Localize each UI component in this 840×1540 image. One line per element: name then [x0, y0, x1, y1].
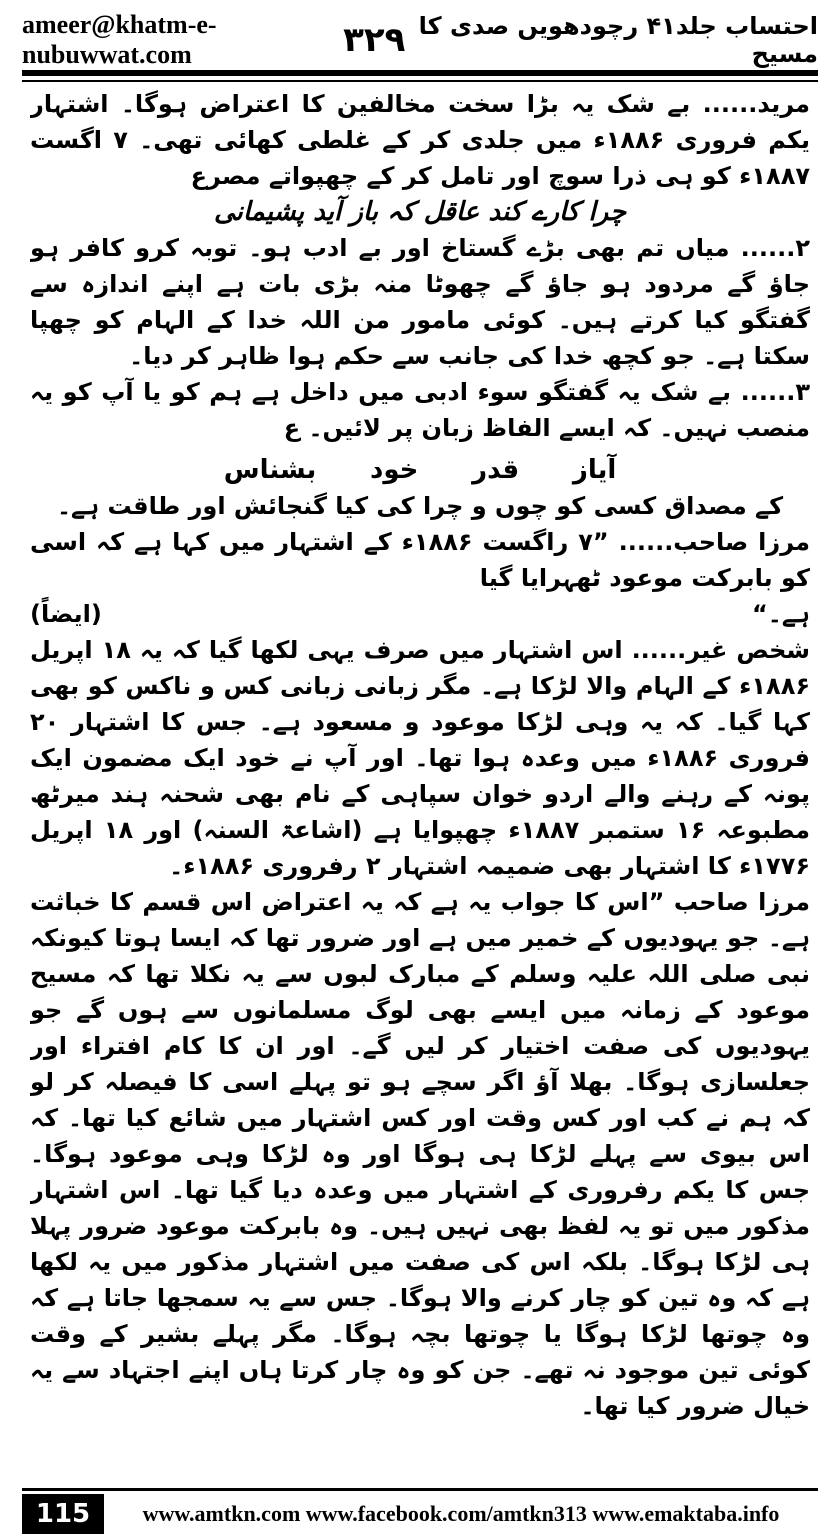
paragraph-5: مرزا صاحب...... ”۷ راگست ۱۸۸۶ء کے اشتہار میں کہا ہے کہ اسی کو بابرکت موعود ٹھہرایا گیا [30, 528, 810, 592]
paragraph-3 [30, 374, 810, 446]
header-page-number: ۳۲۹ [343, 20, 406, 60]
ayaz-word: بشناس [223, 455, 317, 485]
paragraph-7: مرزا صاحب ”اس کا جواب یہ ہے کہ یہ اعتراض اس قسم کا خباثت ہے۔ جو یہودیوں کے خمیر میں ہے اور ضرور تھا کہ ایسا ہوتا کیونکہ نبی صلی اللہ علیہ وسلم کے مبارک لبوں سے یہ نکلا تھا کہ مسیح موعود کے زمانہ میں ایسے بھی لوگ مسلمانوں سے ہوں گے جو یہودیوں کی صفت اختیار کر لیں گے۔ اور ان کا کام افتراء اور جعلسازی ہوگا۔ بھلا آؤ اگر سچے ہو تو پہلے اسی کا فیصلہ کر لو کہ ہم نے کب اور کس وقت اور کس اشتہار میں شائع کیا تھا۔ کہ اس بیوی سے پہلے لڑکا ہی ہوگا اور وہ لڑکا وہی موعود ہوگا۔ جس کا یکم رفروری کے اشتہار میں وعدہ دیا گیا تھا۔ اس اشتہار مذکور میں تو یہ لفظ بھی نہیں ہیں۔ وہ بابرکت موعود ضرور پہلا ہی لڑکا ہوگا۔ بلکہ اس کی صفت میں اشتہار مذکور میں یہ لکھا ہے کہ وہ تین کو چار کرنے والا ہوگا۔ جس سے یہ سمجھا جاتا ہے کہ وہ چوتھا لڑکا ہوگا یا چوتھا بچہ ہوگا۔ مگر پہلے بشیر کے وقت کوئی تین موجود نہ تھے۔ جن کو وہ چار کرتا ہاں اپنے اجتہاد سے یہ خیال ضرور کیا تھا۔ [30, 888, 810, 1420]
page-footer [22, 1494, 818, 1534]
header-left [22, 10, 405, 70]
paragraph-6: شخص غیر...... اس اشتہار میں صرف یہی لکھا گیا کہ یہ ۱۸ اپریل ۱۸۸۶ء کے الہام والا لڑکا ہے۔ مگر زبانی زبانی کس و ناکس کو بھی کہا گیا۔ کہ یہ وہی لڑکا موعود و مسعود ہے۔ جس کا اشتہار ۲۰ فروری ۱۸۸۶ء میں وعدہ ہوا تھا۔ اور آپ نے خود ایک مضمون ایک پونہ کے رہنے والے اردو خوان سپاہی کے نام بھی شحنہ ہند میرٹھ مطبوعہ ۱۶ ستمبر ۱۸۸۷ء چھپوایا ہے (اشاعۃ السنہ) اور ۱۸ اپریل ۱۷۷۶ء کا اشتہار بھی ضمیمہ اشتہار ۲ رفروری ۱۸۸۶ء۔ [30, 636, 810, 880]
paragraph-2 [30, 230, 810, 374]
paragraph-1: مرید...... بے شک یہ بڑا سخت مخالفین کا اعتراض ہوگا۔ اشتہار یکم فروری ۱۸۸۶ء میں جلدی کر کے غلطی کھائی تھی۔ ۷ اگست ۱۸۸۷ء کو ہی ذرا سوچ اور تامل کر کے چھپواتے مصرع [30, 90, 810, 190]
paragraph-5-end-line [30, 596, 810, 632]
footer-links[interactable]: www.amtkn.com www.facebook.com/amtkn313 www.emaktaba.info [142, 1501, 780, 1526]
ayaz-word: خود [369, 455, 419, 485]
persian-verse: چرا کارے کند عاقل کہ باز آید پشیمانی [213, 197, 627, 227]
paragraph-2-number: ۲...... [740, 234, 810, 262]
paragraph-3-text: بے شک یہ گفتگو سوء ادبی میں داخل ہے ہم کو یا آپ کو یہ منصب نہیں۔ کہ ایسے الفاظ زبان پر لائیں۔ ع [30, 378, 810, 442]
header-rule-thin [22, 80, 818, 82]
page-header [22, 10, 818, 69]
ayaz-word: قدر [472, 455, 520, 485]
header-email[interactable]: ameer@khatm-e-nubuwwat.com [22, 10, 217, 69]
ayaz-verse [30, 452, 810, 488]
footer-page-number: 115 [22, 1494, 104, 1534]
page-body [30, 86, 810, 1458]
reference-ibid: (ایضاً) [30, 600, 102, 628]
header-book-title: احتساب جلد۴۱ رچودھویں صدی کا مسیح [418, 12, 818, 68]
ayaz-word: آیاز [572, 455, 617, 485]
footer-rule [22, 1488, 818, 1491]
header-rule-thick [22, 70, 818, 76]
paragraph-2-text: میاں تم بھی بڑے گستاخ اور بے ادب ہو۔ توبہ کرو کافر ہو جاؤ گے مردود ہو جاؤ گے چھوٹا منہ بڑی بات ہے اپنے اندازہ سے گفتگو کیا کرتے ہیں۔ کوئی مامور من اللہ خدا کے الہام کو چھپا سکتا ہے۔ جو کچھ خدا کی جانب سے حکم ہوا ظاہر کر دیا۔ [30, 234, 810, 370]
paragraph-3-number: ۳...... [740, 378, 810, 406]
paragraph-5-end: ہے۔“ [752, 600, 810, 628]
paragraph-4: کے مصداق کسی کو چوں و چرا کی کیا گنجائش اور طاقت ہے۔ [56, 492, 784, 520]
